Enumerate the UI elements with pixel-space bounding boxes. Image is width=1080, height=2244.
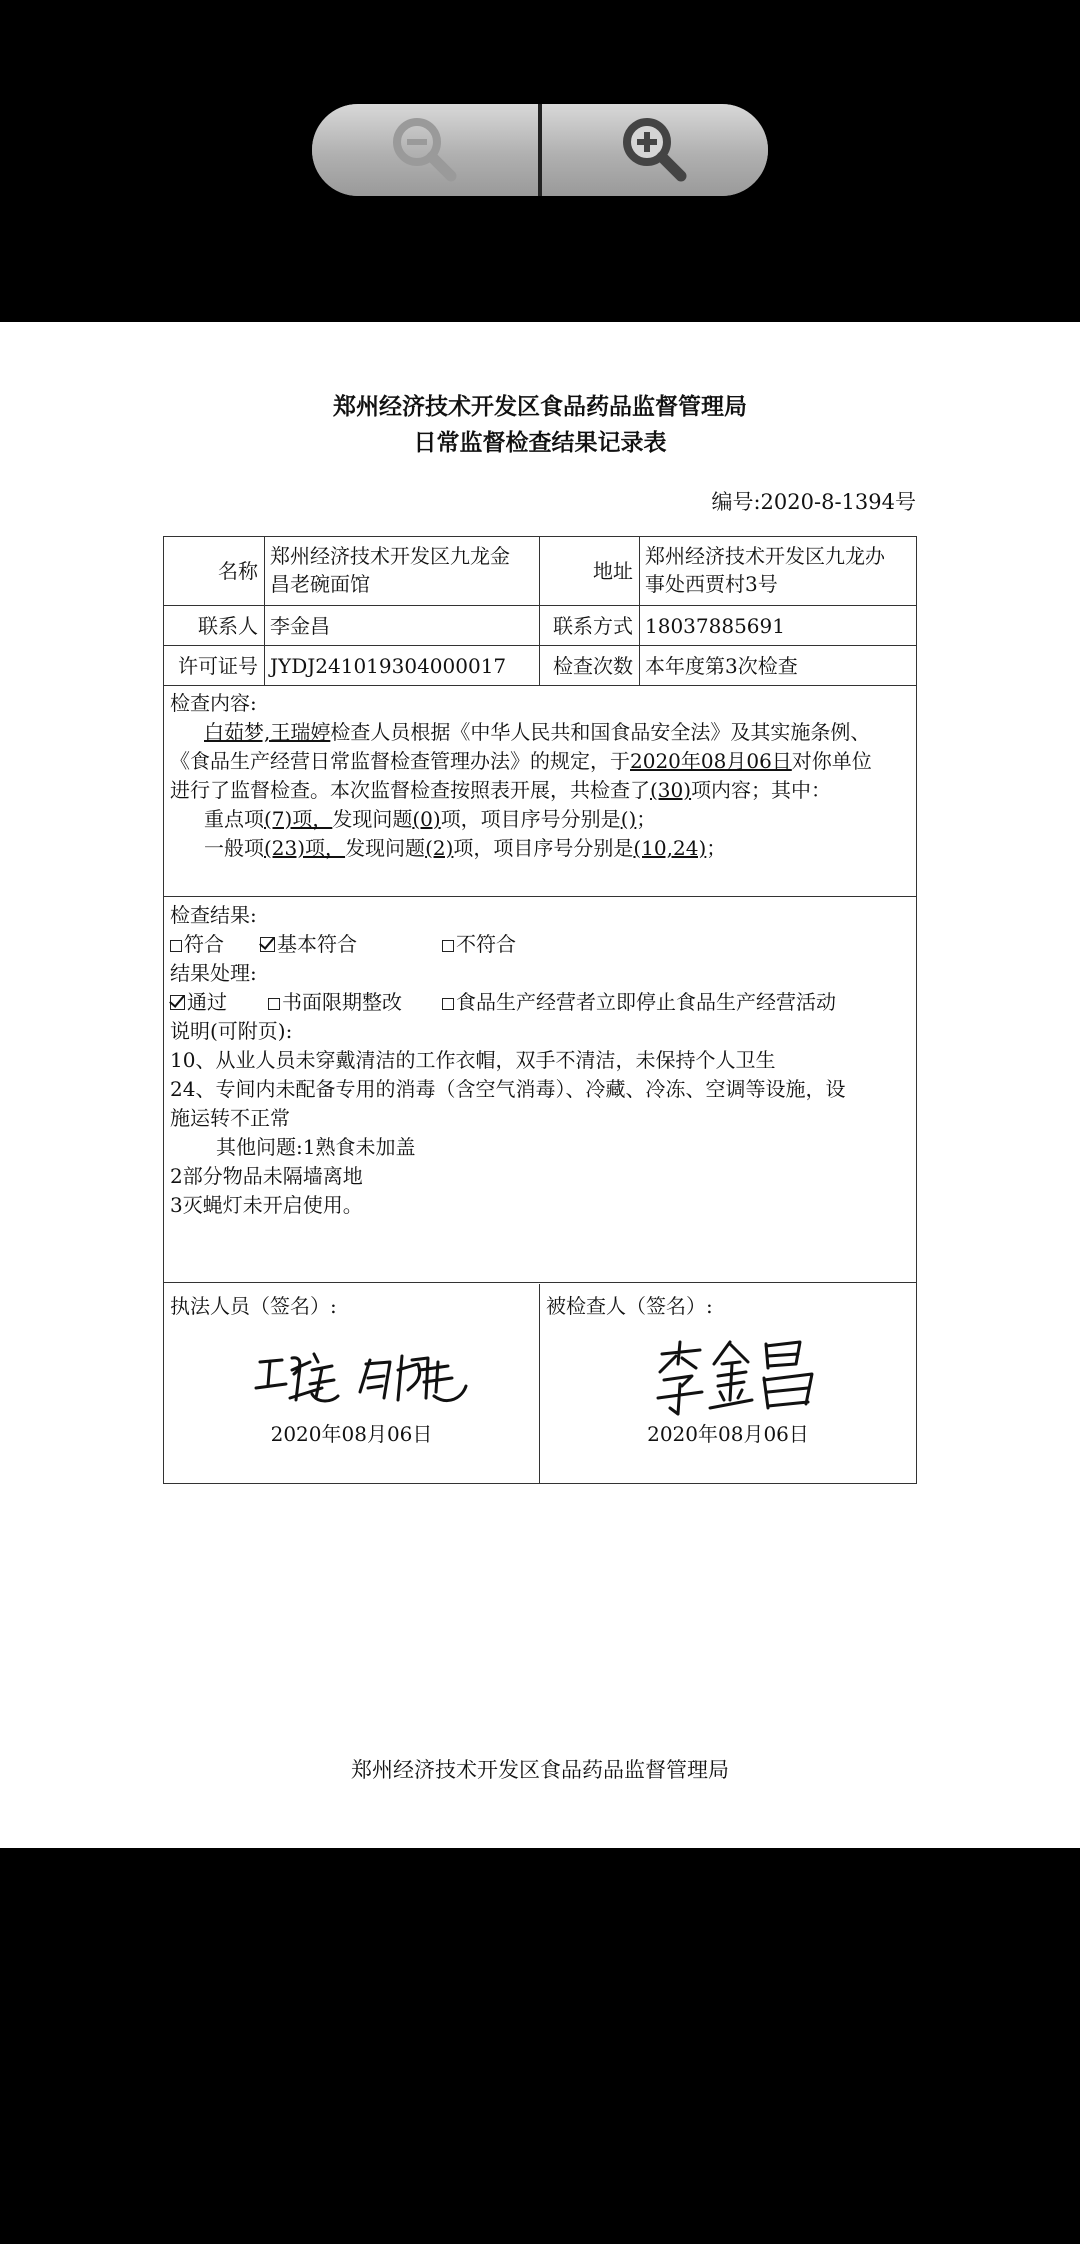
- note-item: 24、专间内未配备专用的消毒（含空气消毒）、冷藏、冷冻、空调等设施，设: [170, 1077, 846, 1101]
- note-item: 3灭蝇灯未开启使用。: [170, 1193, 363, 1217]
- inspector-names: 白茹梦,王瑞婷: [204, 720, 331, 744]
- address-value: 郑州经济技术开发区九龙办 事处西贾村3号: [645, 544, 885, 596]
- result-options: 符合 基本符合 不符合: [170, 930, 916, 959]
- checkbox-rectify[interactable]: [268, 998, 280, 1010]
- handling-options: 通过 书面限期整改 食品生产经营者立即停止食品生产经营活动: [170, 988, 916, 1017]
- document-subtitle: 日常监督检查结果记录表: [413, 430, 667, 456]
- checkbox-noncomply[interactable]: [442, 940, 454, 952]
- contact-value: 李金昌: [270, 613, 330, 638]
- footer-issuer: 郑州经济技术开发区食品药品监督管理局: [351, 1758, 729, 1782]
- inspection-date: 2020年08月06日: [630, 749, 792, 773]
- contact-label: 联系人: [198, 613, 258, 638]
- zoom-control: [312, 104, 768, 196]
- inspection-result: [164, 899, 916, 1283]
- checkbox-pass[interactable]: [170, 995, 185, 1010]
- note-item: 施运转不正常: [170, 1106, 290, 1130]
- result-heading: 检查结果:: [170, 903, 257, 927]
- name-label: 名称: [218, 559, 258, 583]
- inspected-signature-block: [540, 1284, 916, 1483]
- address-label: 地址: [593, 559, 633, 583]
- inspected-label: 被检查人（签名）:: [546, 1294, 713, 1318]
- officer-signature: [252, 1340, 484, 1418]
- note-item: 10、从业人员未穿戴清洁的工作衣帽，双手不清洁，未保持个人卫生: [170, 1048, 776, 1072]
- checkbox-basic-comply[interactable]: [260, 937, 275, 952]
- name-value: 郑州经济技术开发区九龙金 昌老碗面馆: [270, 544, 510, 596]
- inspection-count-value: 本年度第3次检查: [645, 653, 798, 678]
- inspection-content: 检查内容: 白茹梦,王瑞婷检查人员根据《中华人民共和国食品安全法》及其实施条例、 《食品生产经营日常监督检查管理办法》的规定，于2020年08月06日对你单位 进行了监督检查。本次监督检查按照表开展，共检查了(30)项内容；其中： 重点项(7)项，发现问题(0)项，项目序号分别是()； 一般项(23)项，发现问题(2)项，项目序号分别是(10,24)；: [164, 689, 916, 897]
- license-value: JYDJ241019304000017: [270, 653, 507, 678]
- note-item: 2部分物品未隔墙离地: [170, 1164, 363, 1188]
- document-number: 编号:2020-8-1394号: [711, 490, 916, 514]
- phone-label: 联系方式: [553, 613, 633, 638]
- checkbox-stop[interactable]: [442, 998, 454, 1010]
- zoom-in-icon: [615, 110, 695, 190]
- document-page: [0, 322, 1080, 1848]
- inspected-date: 2020年08月06日: [647, 1422, 809, 1446]
- zoom-in-button[interactable]: [542, 104, 768, 196]
- officer-signature-block: [164, 1284, 539, 1483]
- note-item: 其他问题:1熟食未加盖: [216, 1135, 416, 1159]
- zoom-out-icon: [385, 110, 465, 190]
- license-label: 许可证号: [178, 653, 258, 678]
- note-heading: 说明(可附页):: [170, 1019, 293, 1043]
- inspected-signature: [652, 1334, 832, 1422]
- document-title: 郑州经济技术开发区食品药品监督管理局: [333, 394, 747, 420]
- form-row-name: [164, 537, 916, 606]
- checkbox-comply[interactable]: [170, 940, 182, 952]
- inspection-count-label: 检查次数: [553, 653, 633, 678]
- form-row-contact: [164, 606, 916, 646]
- handling-heading: 结果处理:: [170, 961, 257, 985]
- general-items-line: 一般项(23)项，发现问题(2)项，项目序号分别是(10,24)；: [204, 836, 727, 860]
- total-items: (30): [650, 778, 692, 802]
- phone-value: 18037885691: [645, 613, 785, 638]
- zoom-out-button[interactable]: [312, 104, 542, 196]
- signature-section: [164, 1284, 916, 1483]
- officer-date: 2020年08月06日: [270, 1422, 433, 1446]
- content-heading: 检查内容:: [170, 691, 257, 715]
- officer-label: 执法人员（签名）:: [170, 1294, 337, 1318]
- inspection-form: [163, 536, 917, 1484]
- key-items-line: 重点项(7)项，发现问题(0)项，项目序号分别是()；: [204, 807, 657, 831]
- form-row-license: [164, 646, 916, 686]
